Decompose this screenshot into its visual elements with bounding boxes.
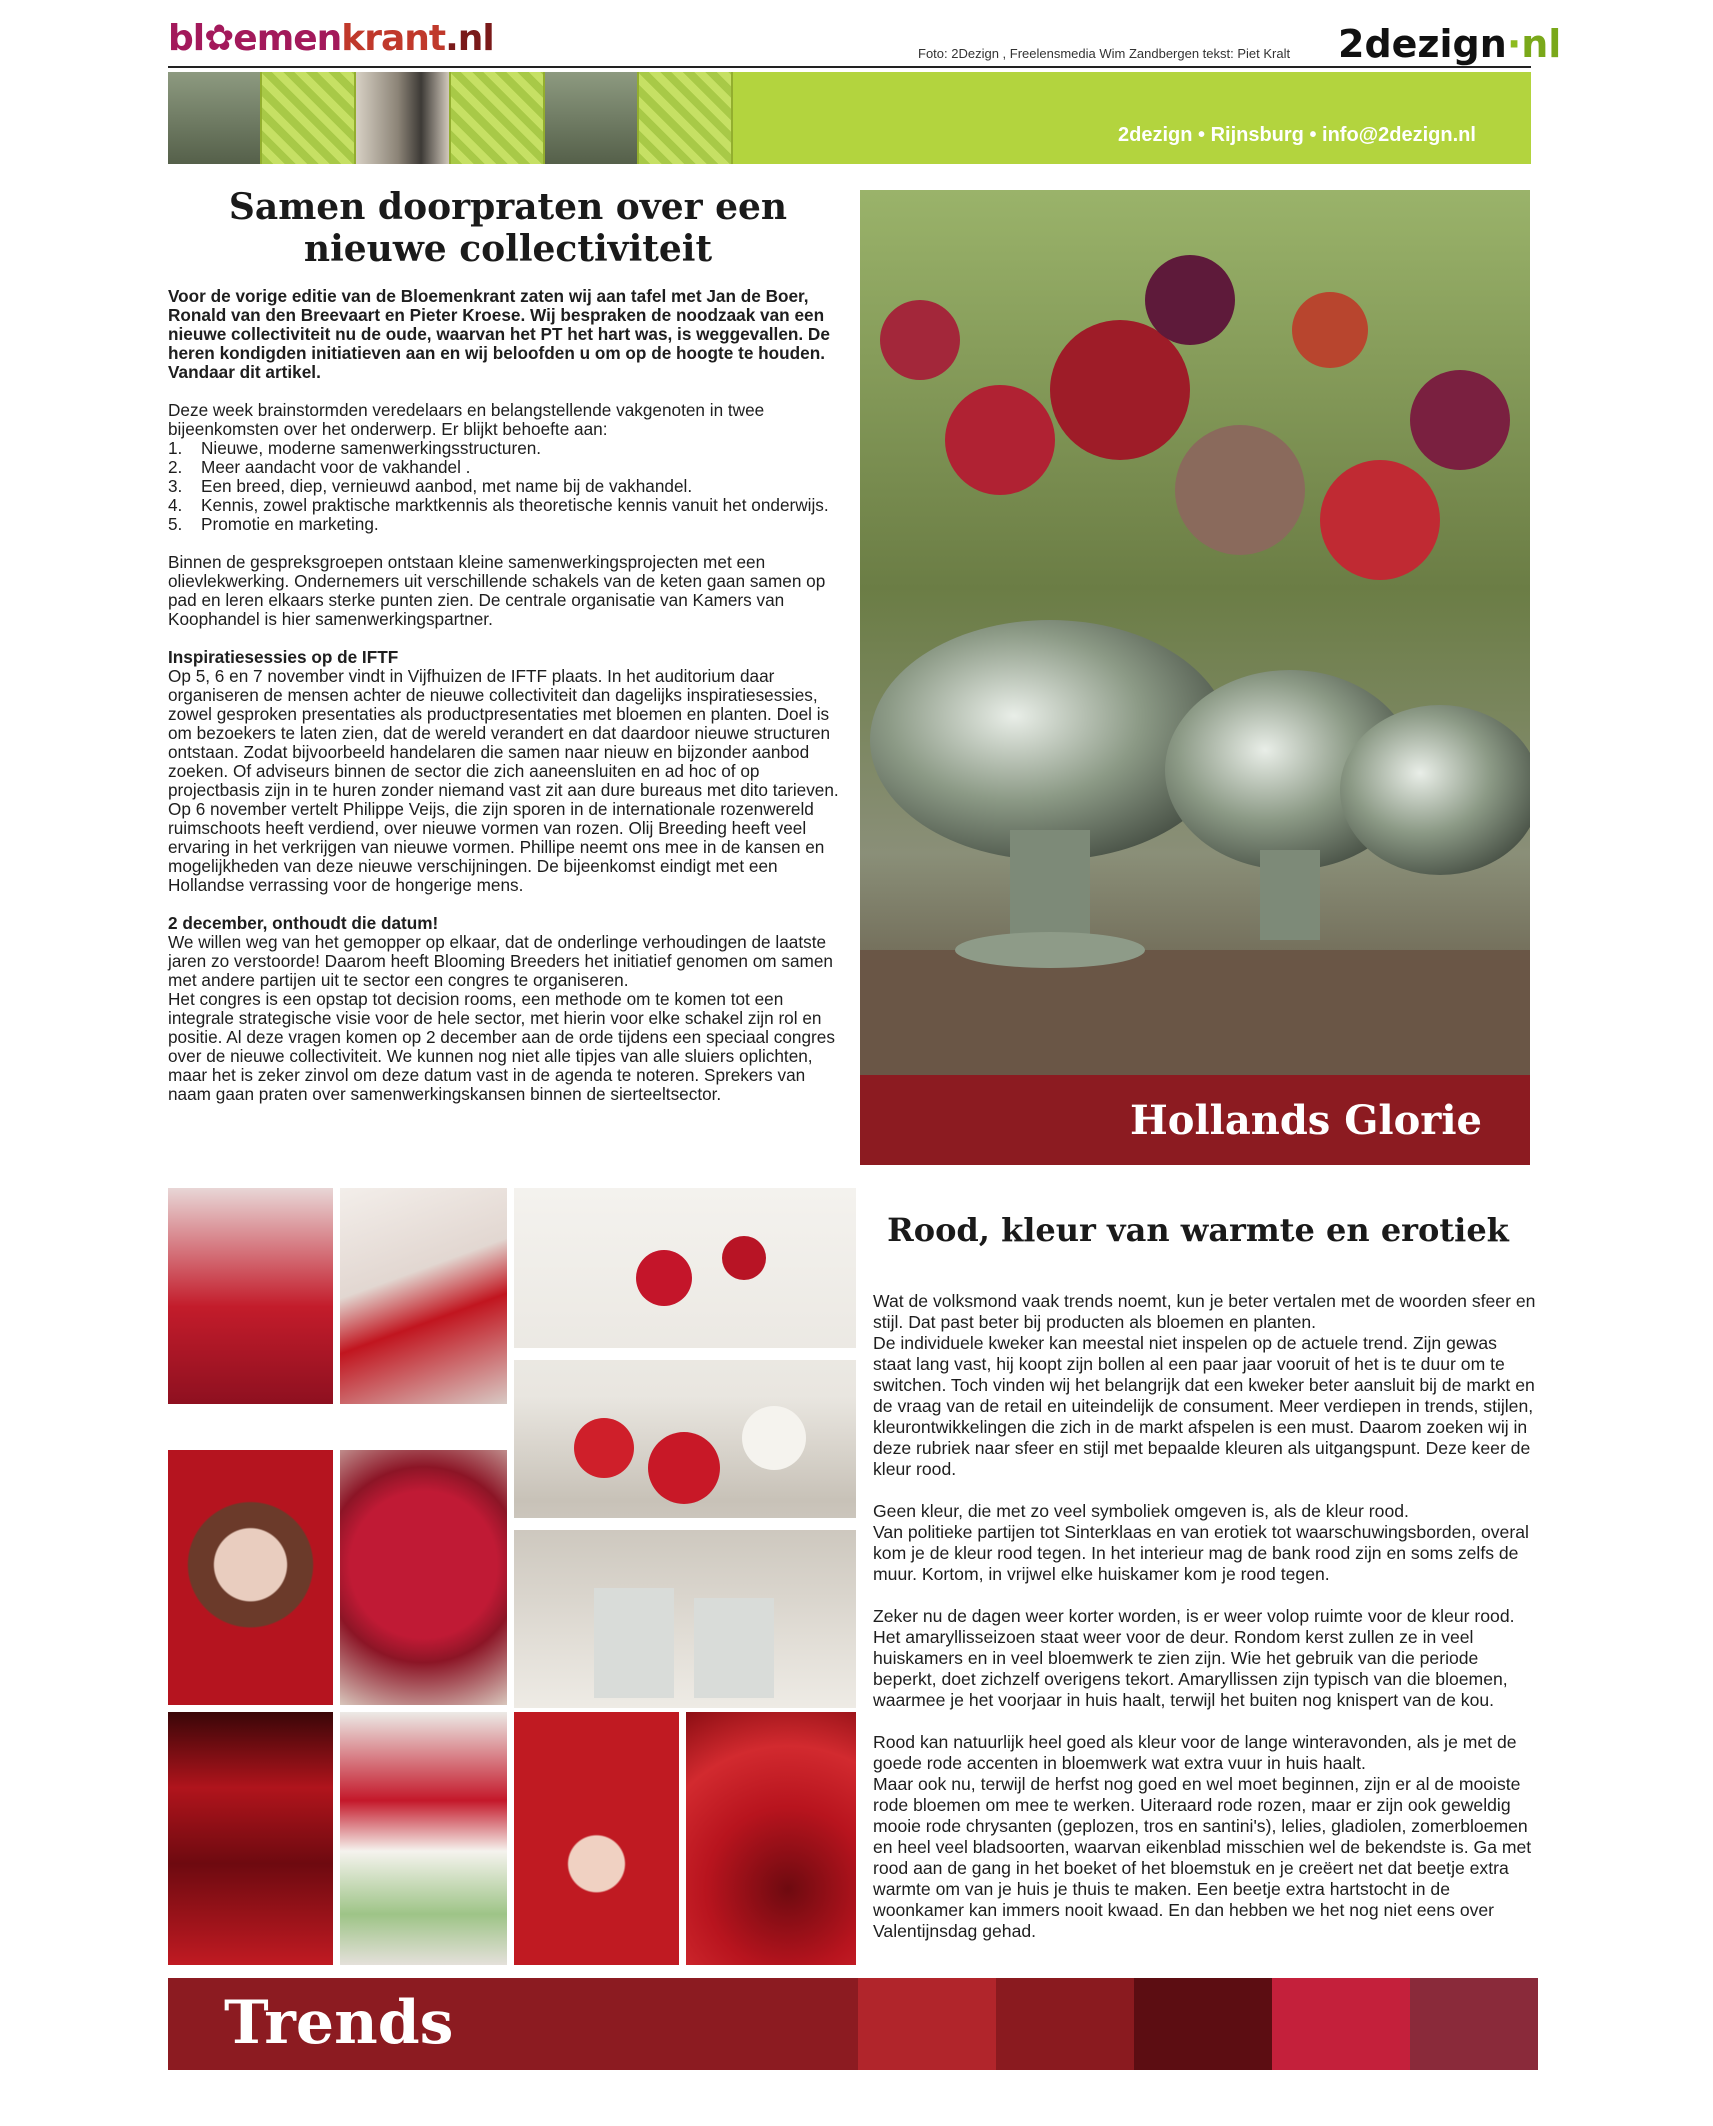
article1-paragraph: Het congres is een opstap tot decision rooms, een methode om te komen tot een integrale strategische visie voor de hele sector, met hierin voor elke schakel zijn rol en positie. Al deze vragen komen op 2 december aan de orde tijdens een speciaal congres over de nieuwe collectiviteit. We kunnen nog niet alle tipjes van alle sluiers oplichten, maar het is zeker zinvol om deze datum vast in de agenda te noteren. Sprekers van naam gaan praten over samenwerkingskansen binnen de sierteeltsector. — [168, 989, 835, 1104]
photo-caption-band — [860, 1075, 1530, 1165]
article1-title-line: Samen doorpraten over een — [228, 186, 788, 228]
list-text: Meer aandacht voor de vakhandel . — [201, 457, 471, 477]
flower-vases-illustration — [860, 190, 1530, 1075]
article2-title: Rood, kleur van warmte en erotiek — [887, 1211, 1509, 1249]
photo-credits: Foto: 2Dezign , Freelensmedia Wim Zandbergen tekst: Piet Kralt — [918, 46, 1291, 61]
flower-o-icon: ✿ — [204, 18, 234, 59]
color-swatch — [996, 1978, 1134, 2070]
woman-red-hood-photo — [168, 1450, 333, 1705]
article1-list — [168, 439, 848, 534]
article1-paragraph: We willen weg van het gemopper op elkaar, dat de onderlinge verhoudingen de laatste jaren zo verstoorde! Daarom heeft Blooming Breeders het initiatief genomen om samen met andere partijen uit te sector een congres te organiseren. — [168, 932, 833, 990]
color-swatch — [858, 1978, 996, 2070]
banner-tile-portrait — [356, 72, 450, 164]
article1-title-line: nieuwe collectiviteit — [303, 228, 713, 270]
list-number: 2. — [168, 457, 183, 477]
list-item — [168, 496, 848, 515]
article2-paragraph: Geen kleur, die met zo veel symboliek omgeven is, als de kleur rood. — [873, 1501, 1409, 1521]
shelf-illustration — [514, 1188, 856, 1708]
article1-body — [168, 287, 848, 1104]
article2-paragraph: De individuele kweker kan meestal niet inspelen op de actuele trend. Zijn gewas staat lang vast, hij koopt zijn bollen al een paar jaar vooruit of het is te duur om te switchen. Toch vinden wij het belangrijk dat een kweker beter aansluit bij de markt en de vraag van de retail en uiteindelijk de consument. Meer verdiepen in trends, stijlen, kleurontwikkelingen die zich in de markt afspelen is een must. Daarom zoeken wij in deze rubriek naar sfeer en stijl met bepaalde kleuren als uitgangspunt. Deze keer de kleur rood. — [873, 1333, 1535, 1479]
article2-paragraph: Zeker nu de dagen weer korter worden, is er weer volop ruimte voor de kleur rood. Het amaryllisseizoen staat weer voor de deur. Rondom kerst zullen ze in veel huiskamers en in veel bloemwerk te zien zijn. Wie het gebruik van die periode beperkt, doet zichzelf overigens tekort. Amaryllissen zijn typisch van die bloemen, waarmee je het voorjaar in huis haalt, terwijl het buiten nog knispert van de kou. — [873, 1606, 1515, 1710]
list-text: Nieuwe, moderne samenwerkingsstructuren. — [201, 438, 542, 458]
list-text: Promotie en marketing. — [201, 514, 379, 534]
list-number: 1. — [168, 438, 183, 458]
list-text: Kennis, zowel praktische marktkennis als theoretische kennis vanuit het onderwijs. — [201, 495, 829, 515]
article1-lead: Voor de vorige editie van de Bloemenkrant zaten wij aan tafel met Jan de Boer, Ronald van den Breevaart en Pieter Kroese. Wij bespraken de noodzaak van een nieuwe collectiviteit nu de oude, waarvan het PT het hart was, is weggevallen. De heren kondigden initiatieven aan en wij beloofden u om op de hoogte te houden. Vandaar dit artikel. — [168, 286, 830, 382]
masthead-rule — [168, 66, 1531, 68]
logo-dot: · — [1506, 22, 1522, 66]
color-swatch — [1410, 1978, 1538, 2070]
banner-tile-ornament — [262, 72, 356, 164]
tulips-photo — [168, 1188, 333, 1404]
list-text: Een breed, diep, vernieuwd aanbod, met name bij de vakhandel. — [201, 476, 693, 496]
red-shoe-photo — [340, 1188, 507, 1404]
color-swatch — [1272, 1978, 1410, 2070]
list-number: 4. — [168, 495, 183, 515]
trends-band — [168, 1978, 858, 2070]
shelf-amaryllis-photo — [514, 1188, 856, 1708]
article2-paragraph: Van politieke partijen tot Sinterklaas en van erotiek tot waarschuwingsborden, overal kom je de kleur rood tegen. In het interieur mag de bank rood zijn en soms zelfs de muur. Kortom, in vrijwel elke huiskamer kom je rood tegen. — [873, 1522, 1529, 1584]
article1-paragraph: Binnen de gespreksgroepen ontstaan kleine samenwerkingsprojecten met een olievlekwerking. Ondernemers uit verschillende schakels van de keten gaan samen op pad en leren elkaars sterke punten zien. De centrale organisatie van Kamers van Koophandel is hier samenwerkingspartner. — [168, 552, 826, 629]
article1-paragraph: Op 5, 6 en 7 november vindt in Vijfhuizen de IFTF plaats. In het auditorium daar organiseren de mensen achter de nieuwe collectiviteit dan dagelijks inspiratiesessies, zowel gesproken presentaties als productpresentaties met bloemen en planten. Doel is om bezoekers te laten zien, dat de wereld verandert en dat daardoor nieuwe structuren ontstaan. Zodat bijvoorbeeld handelaren die samen naar nieuw en bijzonder aanbod zoeken. Of adviseurs binnen de sector die zich aaneensluiten en ad hoc of op projectbasis zijn in te huren zonder niemand vast zit aan dure bureaus met dito tarieven. — [168, 666, 839, 800]
logo-text-part: nl — [1521, 22, 1562, 66]
banner-tile-ornament — [451, 72, 545, 164]
article1-subheading: Inspiratiesessies op de IFTF — [168, 647, 399, 667]
raspberries-photo — [340, 1450, 507, 1705]
red-heart-hands-photo — [514, 1712, 679, 1965]
list-item — [168, 439, 848, 458]
banner-contact: 2dezign • Rijnsburg • info@2dezign.nl — [1118, 124, 1476, 146]
article1-subheading: 2 december, onthoudt die datum! — [168, 913, 439, 933]
article2-paragraph: Rood kan natuurlijk heel goed als kleur voor de lange winteravonden, als je met de goede rode accenten in bloemwerk wat extra vuur in huis haalt. — [873, 1732, 1517, 1773]
2dezign-logo — [1338, 22, 1561, 66]
banner-tile-ship — [545, 72, 639, 164]
logo-text-part: emen — [233, 18, 342, 59]
bloemenkrant-logo — [168, 18, 494, 59]
logo-text-part: .nl — [445, 18, 494, 59]
candles-photo — [168, 1712, 333, 1965]
banner-tile-canal-houses — [168, 72, 262, 164]
trends-label: Trends — [224, 1988, 454, 2058]
article2-paragraph: Maar ook nu, terwijl de herfst nog goed en wel moet beginnen, zijn er al de mooiste rode bloemen om mee te werken. Uiteraard rode rozen, maar er zijn ook geweldig mooie rode chrysanten (geplozen, tros en santini's), lelies, gladiolen, zomerbloemen en heel veel bladsoorten, waarvan eikenblad misschien wel de bekendste is. Ga met rood aan de gang in het boeket of het bloemstuk en je creëert net dat beetje extra warmte om van je huis je thuis te maken. Een beetje extra hartstocht in de woonkamer kan immers nooit kwaad. En dan hebben we het nog niet eens over Valentijnsdag gehad. — [873, 1774, 1532, 1941]
article2-body — [873, 1291, 1538, 1942]
logo-text-part: 2dezign — [1338, 22, 1507, 66]
logo-text-part: bl — [168, 18, 205, 59]
article1-paragraph: Deze week brainstormden veredelaars en belangstellende vakgenoten in twee bijeenkomsten over het onderwerp. Er blijkt behoefte aan: — [168, 400, 765, 439]
list-number: 3. — [168, 476, 183, 496]
list-number: 5. — [168, 514, 183, 534]
amaryllis-bouquet-photo — [340, 1712, 507, 1965]
logo-text-part: krant — [341, 18, 446, 59]
list-item — [168, 515, 848, 534]
flower-vases-photo — [860, 190, 1530, 1075]
photo-caption: Hollands Glorie — [1129, 1097, 1482, 1144]
red-flower-closeup-photo — [686, 1712, 856, 1965]
banner-photo-strip — [168, 72, 733, 164]
list-item — [168, 477, 848, 496]
color-swatch — [1134, 1978, 1272, 2070]
article2-paragraph: Wat de volksmond vaak trends noemt, kun je beter vertalen met de woorden sfeer en stijl. Dat past beter bij producten als bloemen en planten. — [873, 1291, 1536, 1332]
article1-title — [168, 186, 848, 270]
list-item — [168, 458, 848, 477]
article1-paragraph: Op 6 november vertelt Philippe Veijs, die zijn sporen in de internationale rozenwereld ruimschoots heeft verdiend, over nieuwe vormen van rozen. Olij Breeding heeft veel ervaring in het verkrijgen van nieuwe vormen. Phillipe neemt ons mee in de kansen en mogelijkheden van deze nieuwe verschijningen. De bijeenkomst eindigt met een Hollandse verrassing voor de hongerige mens. — [168, 799, 825, 895]
banner-tile-ornament — [639, 72, 733, 164]
